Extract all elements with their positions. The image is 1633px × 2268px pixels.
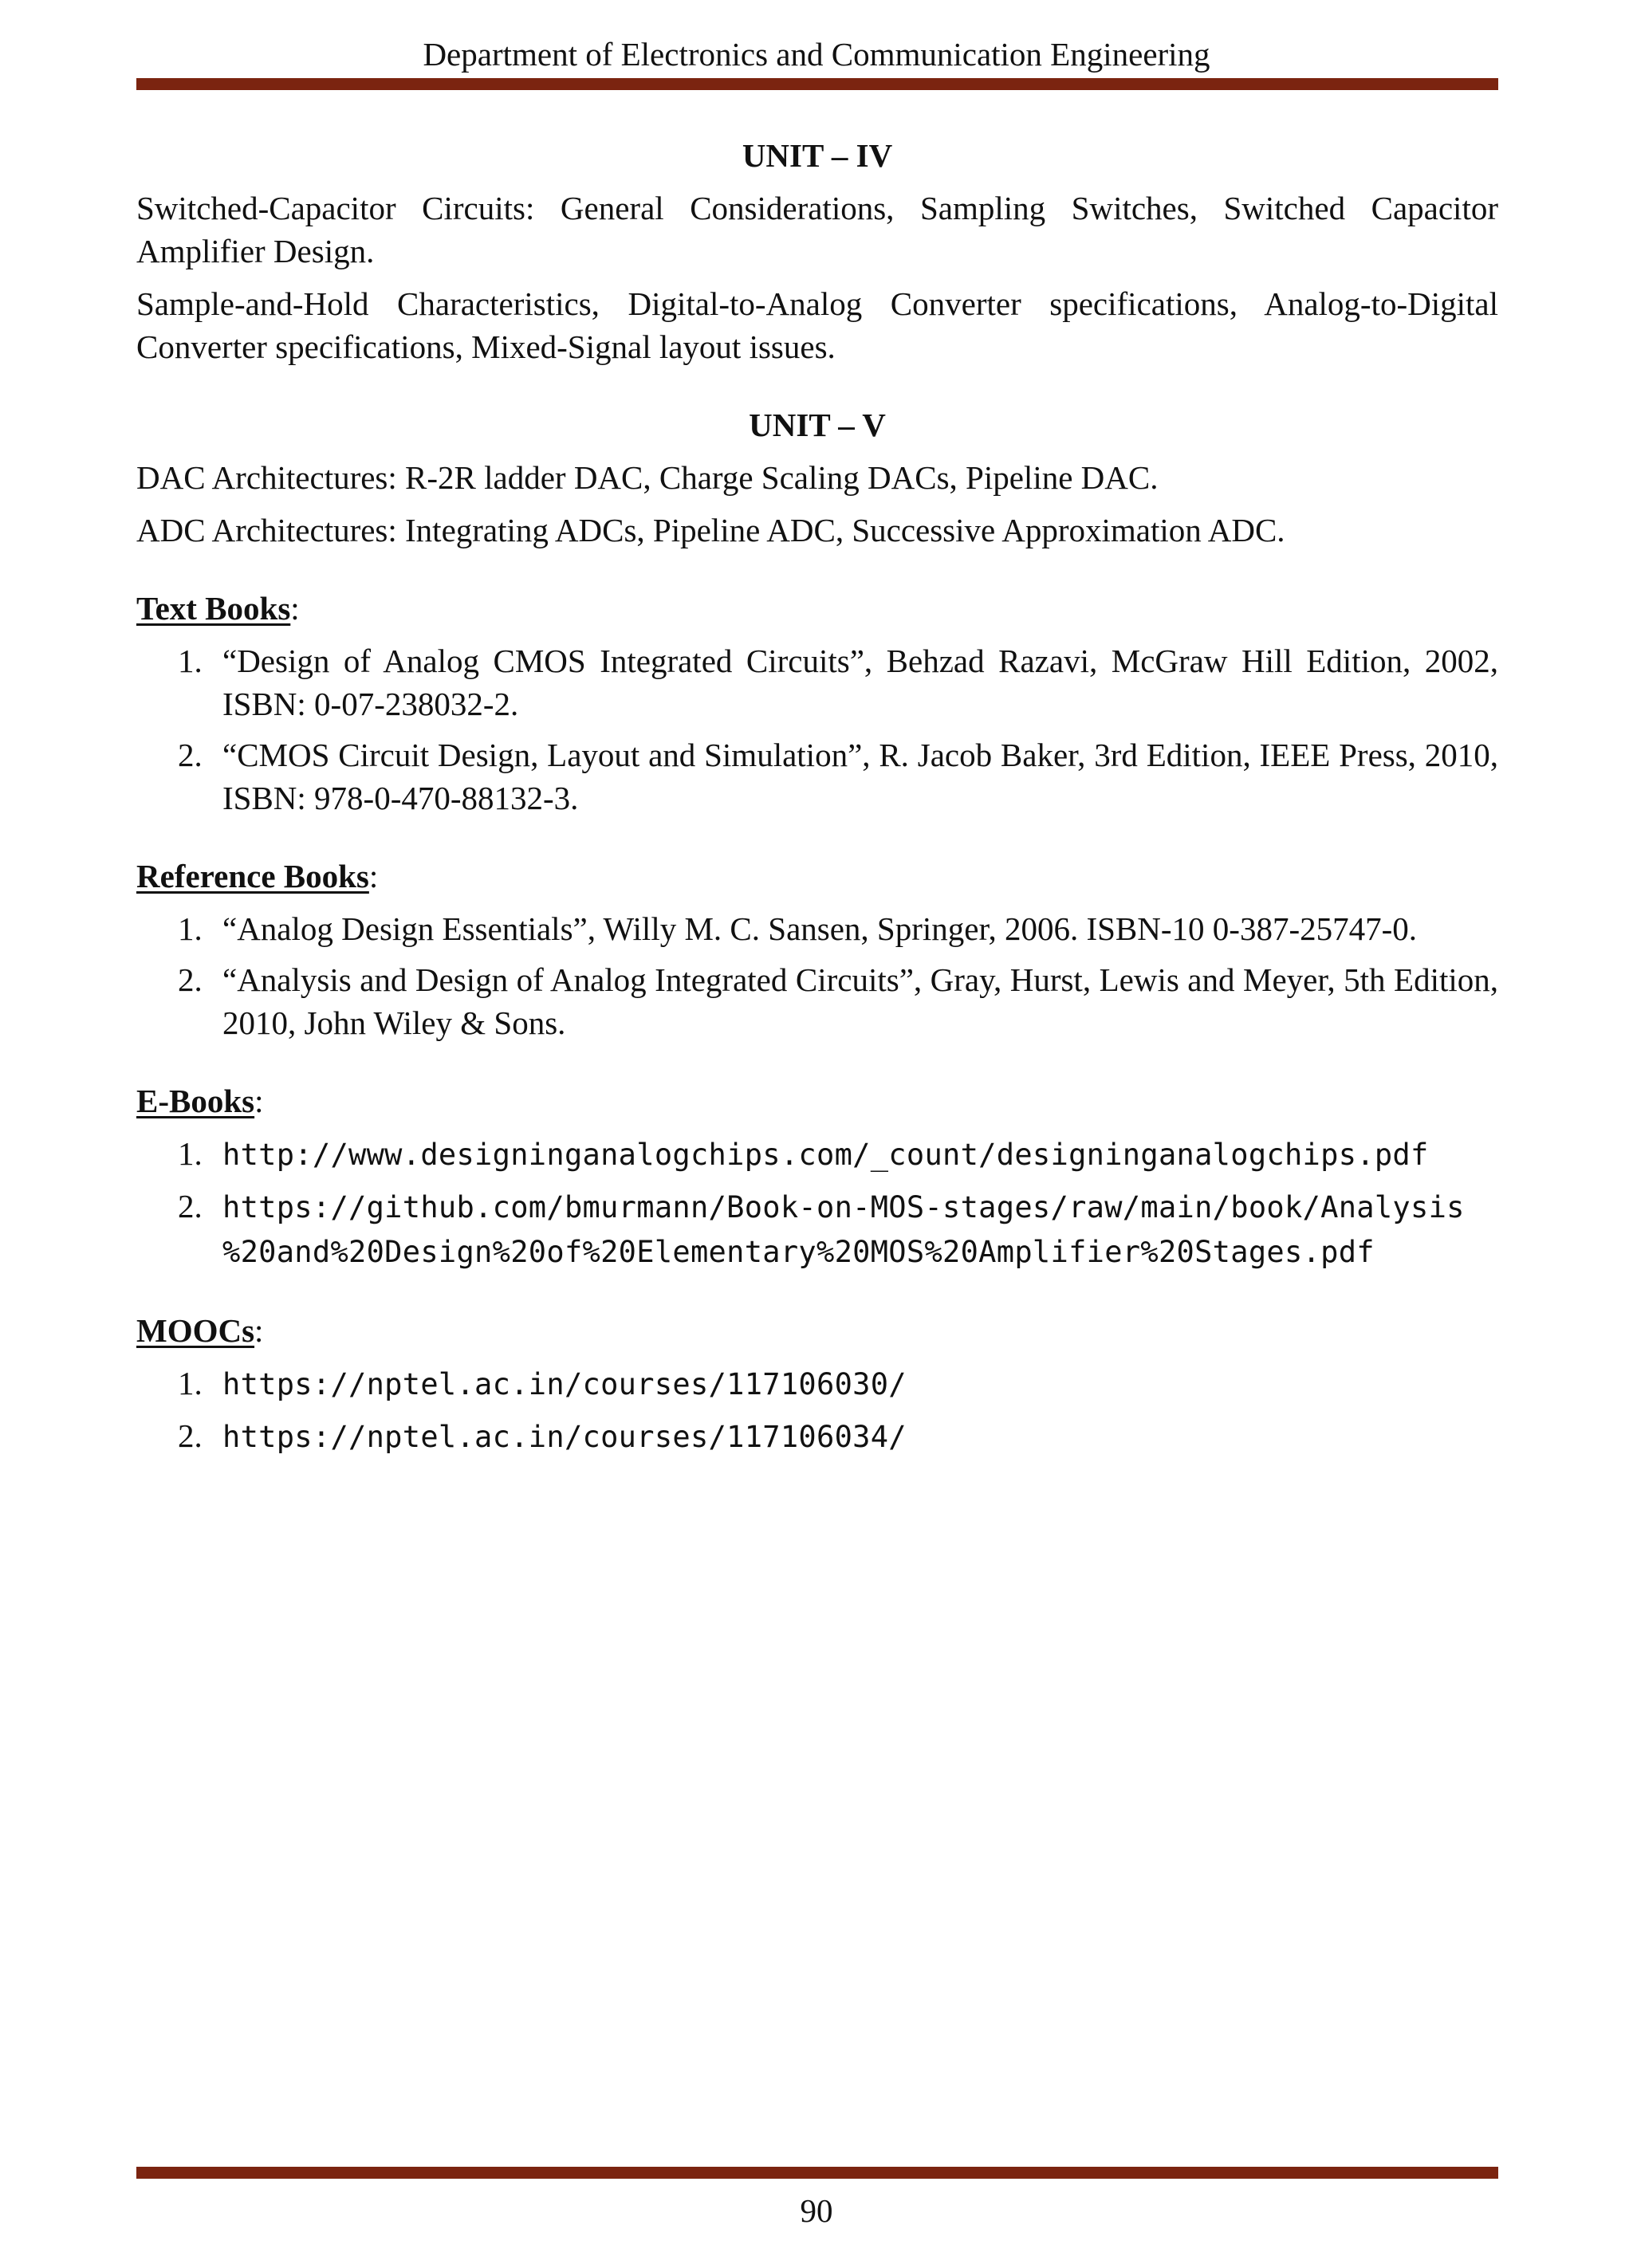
- text-books-heading-label: Text Books: [136, 590, 291, 627]
- list-item-number: 2.: [178, 1188, 203, 1224]
- list-item-text: “CMOS Circuit Design, Layout and Simulation”, R. Jacob Baker, 3rd Edition, IEEE Press, 2010, ISBN: 978-0-470-88132-3.: [222, 737, 1498, 816]
- list-item: [136, 907, 1498, 950]
- e-book-link-1[interactable]: http://www.designinganalogchips.com/_count/designinganalogchips.pdf: [222, 1138, 1429, 1172]
- list-item: [136, 1362, 1498, 1406]
- moocs-heading: [136, 1309, 1498, 1352]
- unit-4-paragraph-1: Switched-Capacitor Circuits: General Considerations, Sampling Switches, Switched Capacitor Amplifier Design.: [136, 190, 1498, 269]
- list-item-number: 2.: [178, 737, 203, 773]
- list-item-number: 2.: [178, 961, 203, 998]
- e-book-link-2[interactable]: [222, 1190, 1465, 1269]
- list-item-number: 2.: [178, 1417, 203, 1454]
- reference-books-heading-label: Reference Books: [136, 858, 369, 894]
- list-item: [136, 1132, 1498, 1177]
- moocs-section: [136, 1309, 1498, 1459]
- list-item: [136, 733, 1498, 820]
- list-item-number: 1.: [178, 910, 203, 947]
- e-book-link-2-line-1[interactable]: https://github.com/bmurmann/Book-on-MOS-stages/raw/main/book/Analysis: [222, 1190, 1465, 1224]
- page-content: [136, 134, 1498, 1467]
- unit-4-section: [136, 134, 1498, 368]
- page-header: Department of Electronics and Communication Engineering: [423, 36, 1210, 73]
- reference-books-list: [136, 907, 1498, 1044]
- e-books-section: [136, 1079, 1498, 1274]
- unit-4-title: UNIT – IV: [742, 137, 893, 174]
- reference-books-heading: [136, 855, 1498, 898]
- reference-books-section: [136, 855, 1498, 1044]
- footer-rule: [136, 2167, 1498, 2179]
- unit-4-paragraph-2: Sample-and-Hold Characteristics, Digital-to-Analog Converter specifications, Analog-to-Digital Converter specifications, Mixed-Signal layout issues.: [136, 285, 1498, 365]
- e-book-link-2-line-2[interactable]: %20and%20Design%20of%20Elementary%20MOS%20Amplifier%20Stages.pdf: [222, 1235, 1375, 1269]
- list-item: [136, 639, 1498, 725]
- e-books-list: [136, 1132, 1498, 1274]
- moocs-heading-label: MOOCs: [136, 1312, 255, 1349]
- list-item: [136, 958, 1498, 1044]
- text-books-heading-colon: :: [290, 590, 300, 627]
- e-books-heading-colon: :: [254, 1083, 264, 1119]
- unit-5-title: UNIT – V: [749, 407, 886, 443]
- list-item-number: 1.: [178, 1365, 203, 1401]
- text-books-section: [136, 587, 1498, 820]
- moocs-list: [136, 1362, 1498, 1459]
- moocs-heading-colon: :: [254, 1312, 264, 1349]
- e-books-heading: [136, 1079, 1498, 1122]
- reference-books-heading-colon: :: [368, 858, 379, 894]
- text-books-heading: [136, 587, 1498, 630]
- e-books-heading-label: E-Books: [136, 1083, 255, 1119]
- unit-5-paragraph-1: DAC Architectures: R-2R ladder DAC, Charge Scaling DACs, Pipeline DAC.: [136, 459, 1159, 496]
- text-books-list: [136, 639, 1498, 820]
- list-item-number: 1.: [178, 1135, 203, 1172]
- mooc-link-2[interactable]: https://nptel.ac.in/courses/117106034/: [222, 1420, 907, 1454]
- list-item-text: “Analysis and Design of Analog Integrated Circuits”, Gray, Hurst, Lewis and Meyer, 5th Edition, 2010, John Wiley & Sons.: [222, 961, 1498, 1041]
- header-rule: [136, 78, 1498, 90]
- unit-5-paragraph-2: ADC Architectures: Integrating ADCs, Pipeline ADC, Successive Approximation ADC.: [136, 512, 1285, 548]
- list-item-text: “Analog Design Essentials”, Willy M. C. Sansen, Springer, 2006. ISBN-10 0-387-25747-0.: [222, 910, 1418, 947]
- mooc-link-1[interactable]: https://nptel.ac.in/courses/117106030/: [222, 1367, 907, 1401]
- unit-5-section: [136, 403, 1498, 552]
- list-item-number: 1.: [178, 643, 203, 679]
- list-item: [136, 1414, 1498, 1459]
- list-item-text: “Design of Analog CMOS Integrated Circuits”, Behzad Razavi, McGraw Hill Edition, 2002, ISBN: 0-07-238032-2.: [222, 643, 1498, 722]
- page-number: 90: [800, 2192, 833, 2229]
- list-item: [136, 1185, 1498, 1274]
